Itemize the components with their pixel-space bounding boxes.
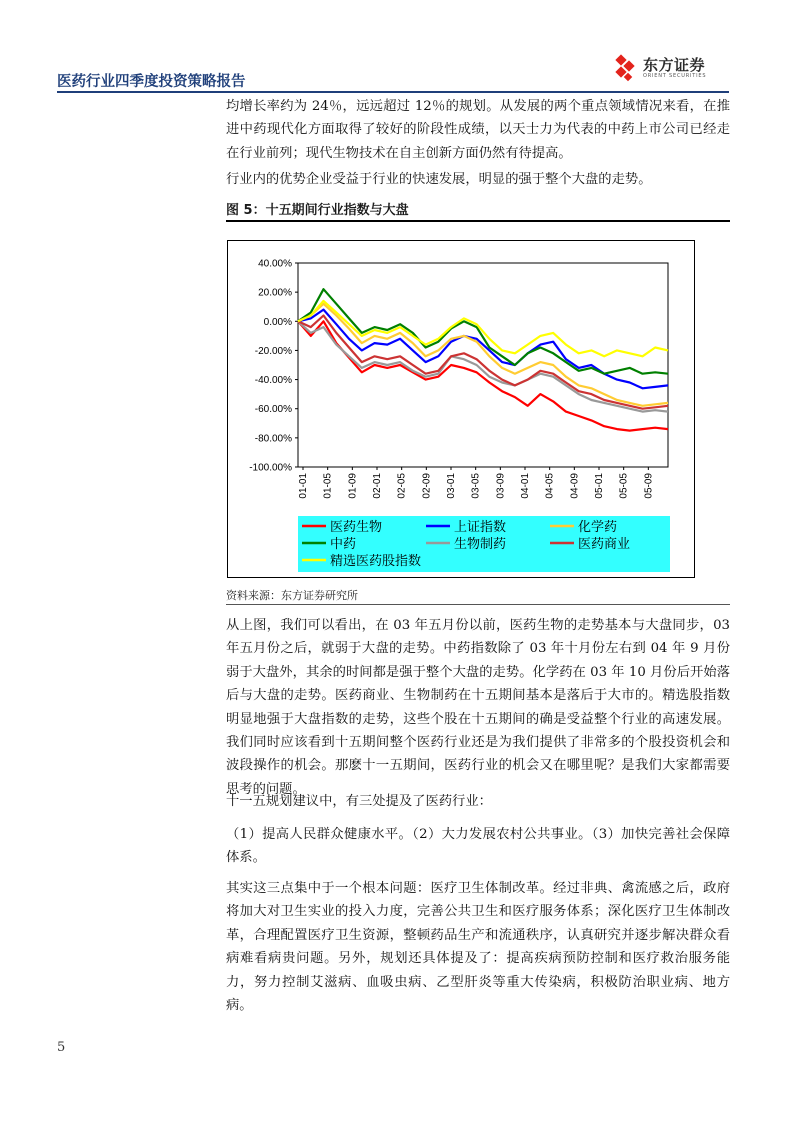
paragraph-reform: 其实这三点集中于一个根本问题：医疗卫生体制改革。经过非典、禽流感之后，政府将加大对卫生实业的投入力度，完善公共卫生和医疗服务体系；深化医疗卫生体制改革，合理配置医疗卫生资源，整顿药品生产和流通秩序，认真研究并逐步解决群众看病难看病贵问题。另外，规划还具体提及了：提高疾病预防控制和医疗救治服务能力，努力控制艾滋病、血吸虫病、乙型肝炎等重大传染病，积极防治职业病、地方病。 (226, 881, 730, 1014)
y-tick-label: -20.00% (254, 345, 292, 357)
legend-label: 医药生物 (330, 520, 383, 535)
legend-label: 上证指数 (454, 520, 507, 535)
company-logo (609, 52, 719, 86)
x-tick-label: 05-09 (643, 473, 655, 499)
y-tick-label: -60.00% (254, 404, 292, 416)
figure-title-rule (226, 220, 730, 222)
paragraph-analysis: 从上图，我们可以看出，在 03 年五月份以前，医药生物的走势基本与大盘同步，03 年五月份之后，就弱于大盘的走势。中药指数除了 03 年十月份左右到 04 年 9 月份弱于大盘外，其余的时间都是强于整个大盘的走势。化学药在 03 年 10 月份后开始落后与大盘的走势。医药商业、生物制药在十五期间基本是落后于大市的。精选股指数明显地强于大盘指数的走势，这些个股在十五期间的确是受益整个行业的高速发展。我们同时应该看到十五期间整个医药行业还是为我们提供了非常多的个股投资机会和波段操作的机会。那麽十一五期间，医药行业的机会又在哪里呢？是我们大家都需要思考的问题。 (226, 618, 730, 797)
header-rule (57, 91, 729, 93)
x-tick-label: 01-05 (322, 473, 334, 499)
series-line (298, 304, 668, 406)
legend-label: 化学药 (578, 520, 618, 535)
x-tick-label: 02-09 (421, 473, 433, 499)
paragraph-leaders: 行业内的优势企业受益于行业的快速发展，明显的强于整个大盘的走势。 (226, 172, 652, 187)
logo-diamond (624, 73, 632, 81)
y-tick-label: 40.00% (258, 258, 292, 270)
legend-label: 中药 (330, 537, 357, 552)
x-tick-label: 03-09 (495, 473, 507, 499)
logo-diamond (615, 54, 626, 65)
x-tick-label: 02-05 (396, 473, 408, 499)
x-tick-label: 03-05 (470, 473, 482, 499)
source-rule (226, 604, 730, 605)
paragraph-plan-points: （1）提高人民群众健康水平。（2）大力发展农村公共事业。（3）加快完善社会保障体系。 (226, 827, 730, 866)
figure-title: 图 5：十五期间行业指数与大盘 (226, 203, 409, 218)
y-tick-label: 0.00% (263, 316, 292, 328)
logo-diamond (623, 60, 634, 71)
logo-text: 东方证券 (643, 56, 706, 74)
page-number: 5 (57, 1040, 66, 1055)
report-title: 医药行业四季度投资策略报告 (57, 74, 246, 90)
x-tick-label: 04-01 (520, 473, 531, 499)
page-header (57, 56, 729, 94)
paragraph-plan-intro: 十一五规划建议中，有三处提及了医药行业： (226, 794, 492, 809)
legend-label: 精选医药股指数 (330, 554, 422, 569)
y-tick-label: 20.00% (258, 287, 292, 299)
x-tick-label: 04-09 (569, 473, 581, 499)
y-tick-label: -40.00% (254, 375, 292, 387)
x-tick-label: 05-01 (594, 473, 605, 499)
logo-subtext: ORIENT SECURITIES (643, 73, 707, 79)
y-tick-label: -80.00% (254, 433, 292, 445)
logo-mark-icon (611, 52, 639, 82)
line-chart (228, 241, 696, 579)
figure-source: 资料来源：东方证券研究所 (226, 589, 358, 602)
x-tick-label: 04-05 (544, 473, 556, 499)
legend-label: 医药商业 (578, 537, 631, 552)
y-tick-label: -100.00% (249, 462, 292, 474)
legend-label: 生物制药 (454, 537, 507, 552)
paragraph-growth: 均增长率约为 24％，远远超过 12％的规划。从发展的两个重点领域情况来看，在推进中药现代化方面取得了较好的阶段性成绩，以天士力为代表的中药上市公司已经走在行业前列；现代生物技术在自主创新方面仍然有待提高。 (226, 99, 730, 161)
chart-frame (227, 240, 695, 578)
x-tick-label: 05-05 (618, 473, 630, 499)
x-tick-label: 02-01 (372, 473, 383, 499)
x-tick-label: 01-09 (347, 473, 359, 499)
x-tick-label: 03-01 (446, 473, 457, 499)
x-tick-label: 01-01 (298, 473, 309, 499)
